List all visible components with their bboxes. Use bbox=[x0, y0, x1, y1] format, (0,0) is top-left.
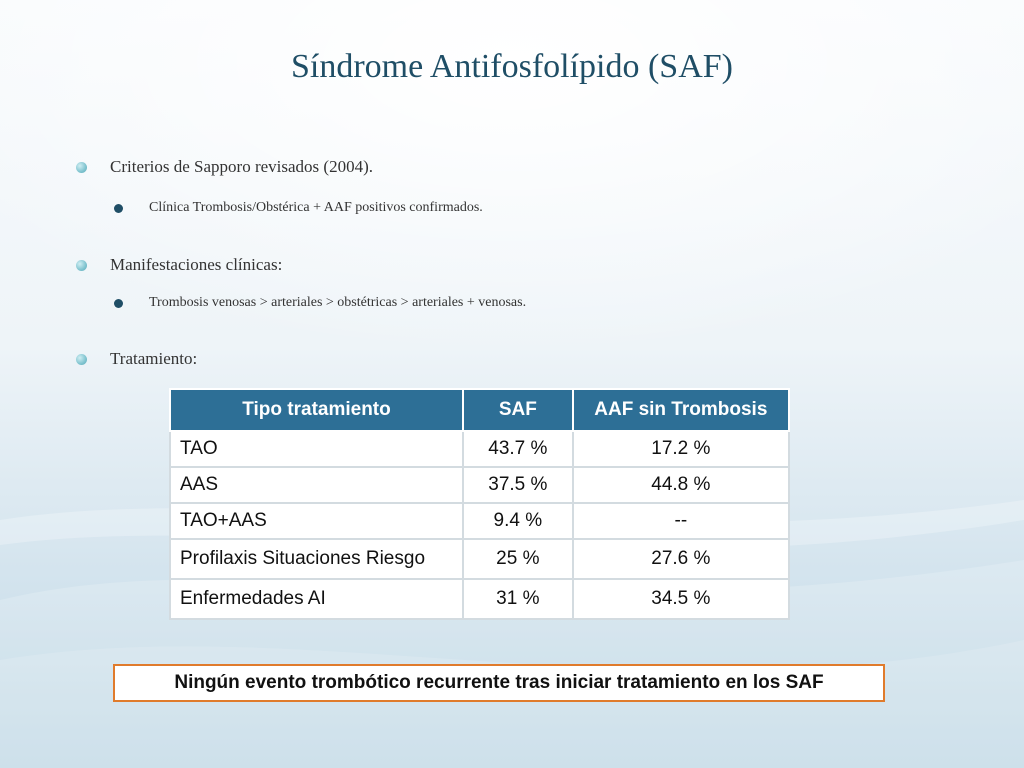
header-tipo-tratamiento: Tipo tratamiento bbox=[170, 389, 463, 431]
header-aaf-sin-trombosis: AAF sin Trombosis bbox=[573, 389, 789, 431]
cell-aaf: 34.5 % bbox=[573, 579, 789, 619]
bullet-list bbox=[0, 0, 1024, 380]
cell-treatment: TAO+AAS bbox=[170, 503, 463, 539]
bullet-text: Clínica Trombosis/Obstérica + AAF positivos confirmados. bbox=[149, 200, 483, 215]
table-row bbox=[170, 539, 789, 579]
cell-aaf: 44.8 % bbox=[573, 467, 789, 503]
bullet-text: Criterios de Sapporo revisados (2004). bbox=[110, 157, 373, 176]
sub-bullet-dot-icon bbox=[114, 204, 123, 213]
table-row bbox=[170, 467, 789, 503]
cell-saf: 9.4 % bbox=[463, 503, 573, 539]
bullet-item-sapporo bbox=[76, 157, 373, 177]
sub-bullet-item-trombosis bbox=[114, 295, 526, 311]
cell-treatment: Profilaxis Situaciones Riesgo bbox=[170, 539, 463, 579]
cell-saf: 43.7 % bbox=[463, 431, 573, 467]
cell-treatment: TAO bbox=[170, 431, 463, 467]
cell-treatment: AAS bbox=[170, 467, 463, 503]
cell-saf: 37.5 % bbox=[463, 467, 573, 503]
bullet-item-manifestaciones bbox=[76, 255, 282, 275]
bullet-dot-icon bbox=[76, 260, 87, 271]
bullet-text: Tratamiento: bbox=[110, 349, 198, 368]
sub-bullet-item-clinica bbox=[114, 200, 483, 216]
cell-saf: 25 % bbox=[463, 539, 573, 579]
slide-title: Síndrome Antifosfolípido (SAF) bbox=[290, 48, 734, 85]
bullet-text: Trombosis venosas > arteriales > obstétricas > arteriales + venosas. bbox=[149, 295, 527, 310]
bullet-item-tratamiento bbox=[76, 349, 197, 369]
cell-treatment: Enfermedades AI bbox=[170, 579, 463, 619]
table-row bbox=[170, 503, 789, 539]
bullet-dot-icon bbox=[76, 162, 87, 173]
cell-saf: 31 % bbox=[463, 579, 573, 619]
conclusion-callout: Ningún evento trombótico recurrente tras iniciar tratamiento en los SAF bbox=[113, 664, 885, 702]
cell-aaf: 17.2 % bbox=[573, 431, 789, 467]
cell-aaf: 27.6 % bbox=[573, 539, 789, 579]
sub-bullet-dot-icon bbox=[114, 299, 123, 308]
table-header-row bbox=[170, 389, 789, 431]
bullet-text: Manifestaciones clínicas: bbox=[110, 255, 283, 274]
treatment-table bbox=[169, 388, 790, 620]
table-row bbox=[170, 431, 789, 467]
table-row bbox=[170, 579, 789, 619]
bullet-dot-icon bbox=[76, 354, 87, 365]
header-saf: SAF bbox=[463, 389, 573, 431]
cell-aaf: -- bbox=[573, 503, 789, 539]
